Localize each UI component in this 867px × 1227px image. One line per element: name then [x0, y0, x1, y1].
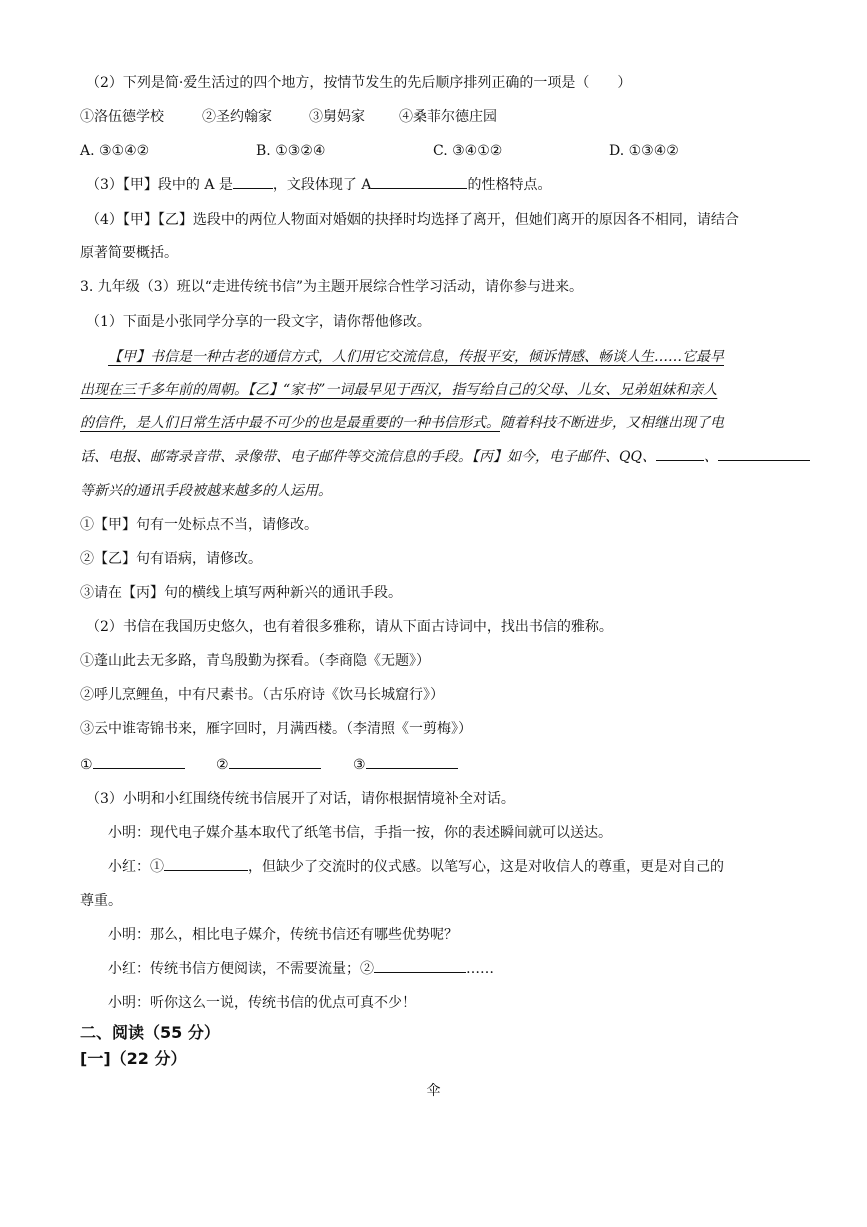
q4-line1: （4）【甲】【乙】选段中的两位人物面对婚姻的抉择时均选择了离开，但她们离开的原因各不相同，请结合: [86, 212, 739, 228]
s3-q1: ①【甲】句有一处标点不当，请修改。: [80, 517, 318, 533]
answer-blank: [374, 958, 466, 973]
section2-title: 二、阅读（55 分）: [80, 1023, 220, 1042]
dialog-4: 小红：传统书信方便阅读，不需要流量；② ……: [108, 958, 818, 980]
passage-line2: 出现在三千多年前的周朝。【乙】“家书”一词最早见于西汉，指写给自己的父母、儿女、兄弟姐妹和亲人: [80, 382, 718, 398]
answer-blank: [164, 856, 248, 871]
answer-blank: [233, 174, 273, 189]
answer-blank: [718, 446, 810, 461]
passage-line4: 话、电报、邮寄录音带、录像带、电子邮件等交流信息的手段。【丙】如今，电子邮件、QQ、 、: [80, 446, 790, 468]
option-d: D. ①③④②: [609, 143, 679, 159]
q4-line2: 原著简要概括。: [80, 245, 178, 261]
article-title: 伞: [426, 1083, 441, 1099]
blank-3: ③: [353, 754, 458, 776]
poem-2: ②呼儿烹鲤鱼，中有尺素书。（古乐府诗《饮马长城窟行》）: [80, 687, 444, 703]
s3-q2: ②【乙】句有语病，请修改。: [80, 551, 262, 567]
place-1: ①洛伍德学校: [80, 109, 164, 125]
sub3-title: （3）小明和小红围绕传统书信展开了对话，请你根据情境补全对话。: [86, 791, 515, 807]
answer-blank: [371, 174, 467, 189]
dialog-5: 小明：听你这么一说，传统书信的优点可真不少！: [108, 995, 416, 1011]
section2-sub: [一]（22 分）: [80, 1049, 187, 1068]
place-2: ②圣约翰家: [202, 109, 272, 125]
sub1-title: （1）下面是小张同学分享的一段文字，请你帮他修改。: [86, 314, 431, 330]
passage-line1: 【甲】书信是一种古老的通信方式，人们用它交流信息，传报平安，倾诉情感、畅谈人生……它最早: [108, 349, 724, 365]
q2-stem: （2）下列是简·爱生活过的四个地方，按情节发生的先后顺序排列正确的一项是（ ）: [86, 75, 632, 91]
answer-blank: [656, 446, 704, 461]
poem-1: ①蓬山此去无多路，青鸟殷勤为探看。（李商隐《无题》）: [80, 653, 430, 669]
blank-1: ①: [80, 754, 185, 776]
place-3: ③舅妈家: [309, 109, 365, 125]
dialog-2-cont: 尊重。: [80, 893, 122, 909]
poem-3: ③云中谁寄锦书来，雁字回时，月满西楼。（李清照《一剪梅》）: [80, 721, 472, 737]
blank-2: ②: [216, 754, 321, 776]
dialog-3: 小明：那么，相比电子媒介，传统书信还有哪些优势呢？: [108, 927, 458, 943]
passage-line3: 的信件，是人们日常生活中最不可少的也是最重要的一种书信形式。随着科技不断进步，又相继出现了电: [80, 415, 724, 431]
option-c: C. ③④①②: [433, 143, 503, 159]
option-a: A. ③①④②: [80, 143, 150, 159]
option-b: B. ①③②④: [256, 143, 326, 159]
section3-title: 3. 九年级（3）班以“走进传统书信”为主题开展综合性学习活动，请你参与进来。: [80, 279, 584, 295]
place-4: ④桑菲尔德庄园: [399, 109, 497, 125]
sub2-title: （2）书信在我国历史悠久，也有着很多雅称，请从下面古诗词中，找出书信的雅称。: [86, 619, 613, 635]
s3-q3: ③请在【丙】句的横线上填写两种新兴的通讯手段。: [80, 585, 402, 601]
q3-line: （3）【甲】段中的 A 是 ，文段体现了 A 的性格特点。: [86, 174, 796, 196]
dialog-1: 小明：现代电子媒介基本取代了纸笔书信，手指一按，你的表述瞬间就可以送达。: [108, 825, 612, 841]
passage-line5: 等新兴的通讯手段被越来越多的人运用。: [80, 483, 332, 499]
dialog-2: 小红：① ，但缺少了交流时的仪式感。以笔写心，这是对收信人的尊重，更是对自己的: [108, 856, 818, 878]
